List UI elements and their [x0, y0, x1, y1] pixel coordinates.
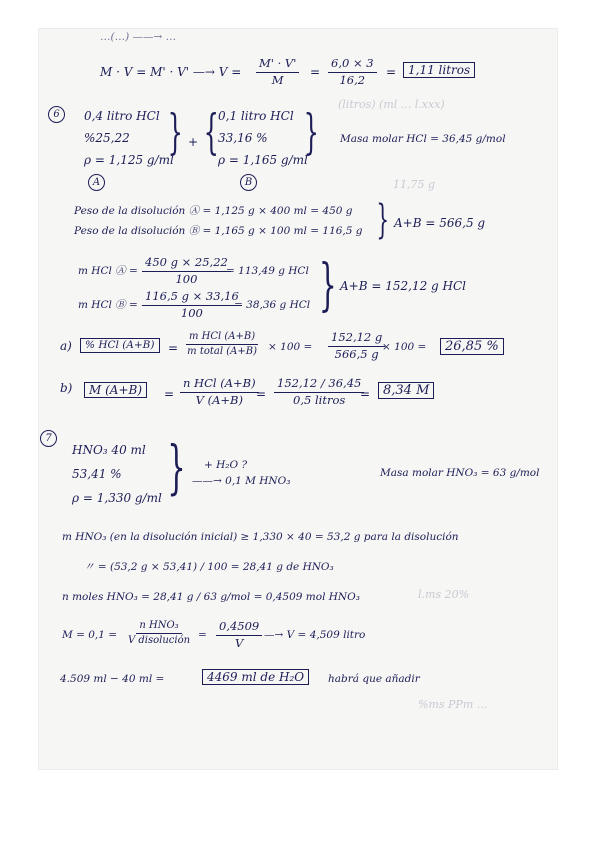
notebook-page — [38, 28, 558, 770]
fraction: $\frac{M' \cdot V'}{M}$ — [256, 58, 299, 86]
times-100: × 100 = — [268, 341, 313, 353]
item-a-label: a) — [60, 339, 72, 353]
problem-number-6: 6 — [48, 106, 65, 123]
plus-sign: + — [188, 135, 199, 149]
equals-sign: = — [386, 65, 397, 79]
fraction: m HCl (A+B) m total (A+B) — [187, 331, 257, 357]
boxed-result: 1,11 litros — [403, 62, 475, 78]
boxed-result-molarity: 8,34 M — [378, 382, 434, 399]
equals-sign: = — [360, 387, 371, 401]
mass-hcl-a-result: = 113,49 g HCl — [226, 265, 309, 277]
item-b-label: b) — [60, 381, 73, 395]
water-volume-tail: habrá que añadir — [328, 673, 420, 685]
volume-result: —→ V = 4,509 litro — [264, 629, 366, 641]
solution-b-line: 0,1 litro HCl — [218, 109, 294, 123]
boxed-water-volume: 4469 ml de H₂O — [202, 669, 309, 685]
problem-7-line: HNO₃ 40 ml — [72, 443, 146, 457]
times-100: × 100 = — [382, 341, 427, 353]
fraction: n HNO₃ V disolución — [128, 620, 191, 646]
problem-number-7: 7 — [40, 430, 57, 447]
right-brace: } — [376, 197, 390, 243]
equals-sign: = — [310, 65, 321, 79]
molar-mass-hno3: Masa molar HNO₃ = 63 g/mol — [380, 467, 540, 479]
right-brace: } — [303, 104, 319, 160]
left-brace: { — [203, 104, 219, 160]
fraction: $\frac{152,12 g}{566,5 g}$ — [328, 332, 385, 360]
moles-hno3-line: n moles HNO₃ = 28,41 g / 63 g/mol = 0,4509 mol HNO₃ — [62, 591, 360, 603]
fraction: $\frac{450 g \times 25,22}{100}$ — [142, 257, 231, 285]
fraction: 152,12 / 36,45 0,5 litros — [274, 378, 364, 406]
right-brace: } — [167, 433, 186, 501]
bleed-through-text: 11,75 g — [393, 178, 436, 191]
right-brace: } — [167, 104, 183, 160]
dilution-equation: M · V = M' · V' —→ V = — [100, 65, 242, 79]
molarity-line-lhs: M = 0,1 = — [62, 629, 118, 641]
right-brace: } — [318, 253, 337, 318]
problem-7-line: 53,41 % — [72, 467, 122, 481]
water-volume-lhs: 4.509 ml − 40 ml = — [60, 673, 165, 685]
equals-sign: = — [168, 341, 179, 355]
mass-solution-a: Peso de la disolución Ⓐ = 1,125 g × 400 ml = 450 g — [74, 205, 353, 217]
fraction: $\frac{6,0 \times 3}{16,2}$ — [328, 58, 377, 86]
molarity-boxed: M (A+B) — [84, 382, 147, 398]
bleed-through-text: %ms PPm ... — [418, 698, 488, 711]
equals-sign: = — [256, 387, 267, 401]
label-a-circle: A — [88, 174, 105, 191]
mass-hcl-b-label: m HCl Ⓑ = — [78, 299, 138, 311]
mass-solution-b: Peso de la disolución Ⓑ = 1,165 g × 100 ml = 116,5 g — [74, 225, 363, 237]
add-water-label: + H₂O ? — [204, 459, 248, 471]
fraction: n HCl (A+B) V (A+B) — [180, 378, 259, 406]
mass-hcl-b-result: = 38,36 g HCl — [234, 299, 311, 311]
solution-b-line: 33,16 % — [218, 131, 268, 145]
mass-hcl-sum: A+B = 152,12 g HCl — [340, 279, 467, 293]
bleed-through-text: (litros) (ml ... l.xxx) — [338, 98, 445, 111]
fraction: $\frac{0,4509}{V}$ — [216, 621, 262, 649]
fraction: $\frac{116,5 g \times 33,16}{100}$ — [142, 291, 242, 319]
header-partial-text: …(…) ——→ … — [100, 31, 177, 43]
mass-hcl-a-label: m HCl Ⓐ = — [78, 265, 138, 277]
solution-b-line: ρ = 1,165 g/ml — [218, 153, 308, 167]
boxed-result-percent: 26,85 % — [440, 338, 504, 355]
solution-a-line: 0,4 litro HCl — [84, 109, 160, 123]
problem-7-line: ρ = 1,330 g/ml — [72, 491, 162, 505]
percent-hcl-boxed: % HCl (A+B) — [80, 338, 160, 353]
mass-hno3-percent-line: 〃 = (53,2 g × 53,41) / 100 = 28,41 g de HNO₃ — [84, 561, 334, 573]
label-b-circle: B — [240, 174, 257, 191]
equals-sign: = — [164, 387, 175, 401]
solution-a-line: %25,22 — [84, 131, 130, 145]
mass-sum: A+B = 566,5 g — [394, 216, 486, 230]
molar-mass-hcl: Masa molar HCl = 36,45 g/mol — [340, 133, 506, 145]
reaction-arrow-result: ——→ 0,1 M HNO₃ — [192, 475, 291, 487]
mass-hno3-line: m HNO₃ (en la disolución inicial) ≥ 1,330 × 40 = 53,2 g para la disolución — [62, 531, 459, 543]
bleed-through-text: l.ms 20% — [418, 588, 470, 601]
solution-a-line: ρ = 1,125 g/ml — [84, 153, 174, 167]
equals-sign: = — [198, 629, 207, 641]
